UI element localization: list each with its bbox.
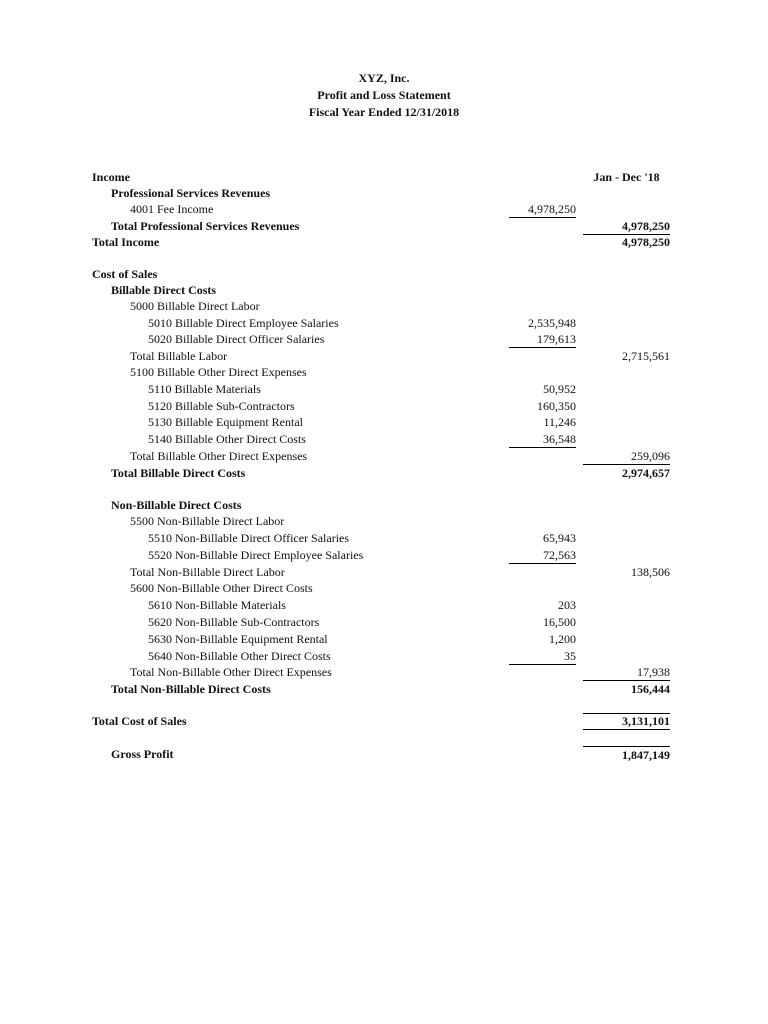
- statement-row: [0, 597, 768, 614]
- statement-row: [0, 664, 768, 681]
- section-income-label: Income: [92, 170, 130, 184]
- statement-row: [0, 431, 768, 448]
- account-amount: 35: [509, 648, 576, 665]
- account-amount: 1,200: [549, 632, 576, 646]
- statement-row: [0, 381, 768, 398]
- subtotal-amount: 138,506: [631, 565, 670, 579]
- statement-row: [0, 564, 768, 581]
- subtotal-amount: 17,938: [583, 664, 670, 681]
- account-amount: 72,563: [509, 547, 576, 564]
- account-amount: 160,350: [537, 399, 576, 413]
- account-label: 5020 Billable Direct Officer Salaries: [148, 332, 325, 346]
- report-period: Fiscal Year Ended 12/31/2018: [308, 105, 460, 119]
- account-amount: 179,613: [509, 331, 576, 348]
- statement-row: [0, 315, 768, 332]
- group-label: Billable Direct Costs: [111, 283, 217, 297]
- gross-profit-label: Gross Profit: [111, 747, 174, 761]
- total-label: Total Billable Direct Costs: [111, 466, 246, 480]
- account-label: 5620 Non-Billable Sub-Contractors: [148, 615, 320, 629]
- account-label: 5110 Billable Materials: [148, 382, 261, 396]
- subgroup-label: 5600 Non-Billable Other Direct Costs: [130, 581, 313, 595]
- total-label: Total Income: [92, 235, 160, 249]
- company-name: XYZ, Inc.: [358, 71, 410, 85]
- statement-row: [0, 614, 768, 631]
- statement-row: [0, 547, 768, 564]
- subgroup-label: 5000 Billable Direct Labor: [130, 299, 260, 313]
- subgroup-label: 5500 Non-Billable Direct Labor: [130, 514, 285, 528]
- statement-row: [0, 185, 768, 202]
- statement-row: [0, 234, 768, 251]
- total-label: Total Cost of Sales: [92, 714, 187, 728]
- statement-row: [0, 348, 768, 365]
- account-label: 5140 Billable Other Direct Costs: [148, 432, 306, 446]
- account-label: 5120 Billable Sub-Contractors: [148, 399, 295, 413]
- group-label: Professional Services Revenues: [111, 186, 271, 200]
- statement-row: [0, 631, 768, 648]
- account-amount: 36,548: [509, 431, 576, 448]
- column-header: Jan - Dec '18: [593, 170, 660, 184]
- account-label: 5510 Non-Billable Direct Officer Salaries: [148, 531, 350, 545]
- statement-row: [0, 465, 768, 482]
- statement-row: [0, 648, 768, 665]
- subtotal-label: Total Billable Other Direct Expenses: [130, 449, 308, 463]
- account-label: 5520 Non-Billable Direct Employee Salaries: [148, 548, 364, 562]
- statement-row: [0, 364, 768, 381]
- total-label: Total Professional Services Revenues: [111, 219, 300, 233]
- total-amount: 4,978,250: [583, 218, 670, 235]
- total-amount: 2,974,657: [622, 466, 670, 480]
- statement-row: [0, 266, 768, 283]
- statement-row: [0, 398, 768, 415]
- account-amount: 16,500: [543, 615, 576, 629]
- statement-row: [0, 746, 768, 763]
- statement-row: [0, 497, 768, 514]
- account-amount: 2,535,948: [528, 316, 576, 330]
- account-label: 5640 Non-Billable Other Direct Costs: [148, 649, 331, 663]
- report-title: Profit and Loss Statement: [317, 88, 451, 102]
- statement-row: [0, 169, 768, 186]
- section-cos-label: Cost of Sales: [92, 267, 158, 281]
- account-amount: 65,943: [543, 531, 576, 545]
- total-amount: 156,444: [631, 682, 670, 696]
- statement-row: [0, 713, 768, 730]
- total-label: Total Non-Billable Direct Costs: [111, 682, 271, 696]
- statement-row: [0, 580, 768, 597]
- account-amount: 11,246: [543, 415, 576, 429]
- statement-row: [0, 201, 768, 218]
- account-label: 4001 Fee Income: [130, 202, 214, 216]
- statement-row: [0, 282, 768, 299]
- statement-row: [0, 513, 768, 530]
- subtotal-label: Total Non-Billable Direct Labor: [130, 565, 285, 579]
- statement-row: [0, 218, 768, 235]
- statement-row: [0, 530, 768, 547]
- account-label: 5130 Billable Equipment Rental: [148, 415, 303, 429]
- statement-row: [0, 681, 768, 698]
- account-label: 5630 Non-Billable Equipment Rental: [148, 632, 328, 646]
- account-amount: 50,952: [543, 382, 576, 396]
- statement-row: [0, 331, 768, 348]
- statement-row: [0, 448, 768, 465]
- subgroup-label: 5100 Billable Other Direct Expenses: [130, 365, 307, 379]
- total-amount: 4,978,250: [622, 235, 670, 249]
- account-amount: 4,978,250: [509, 201, 576, 218]
- account-amount: 203: [558, 598, 576, 612]
- subtotal-label: Total Billable Labor: [130, 349, 228, 363]
- account-label: 5010 Billable Direct Employee Salaries: [148, 316, 339, 330]
- statement-row: [0, 414, 768, 431]
- subtotal-amount: 259,096: [583, 448, 670, 465]
- total-amount: 3,131,101: [583, 713, 670, 730]
- gross-profit-amount: 1,847,149: [583, 746, 670, 763]
- group-label: Non-Billable Direct Costs: [111, 498, 242, 512]
- statement-row: [0, 298, 768, 315]
- account-label: 5610 Non-Billable Materials: [148, 598, 286, 612]
- subtotal-label: Total Non-Billable Other Direct Expenses: [130, 665, 332, 679]
- subtotal-amount: 2,715,561: [622, 349, 670, 363]
